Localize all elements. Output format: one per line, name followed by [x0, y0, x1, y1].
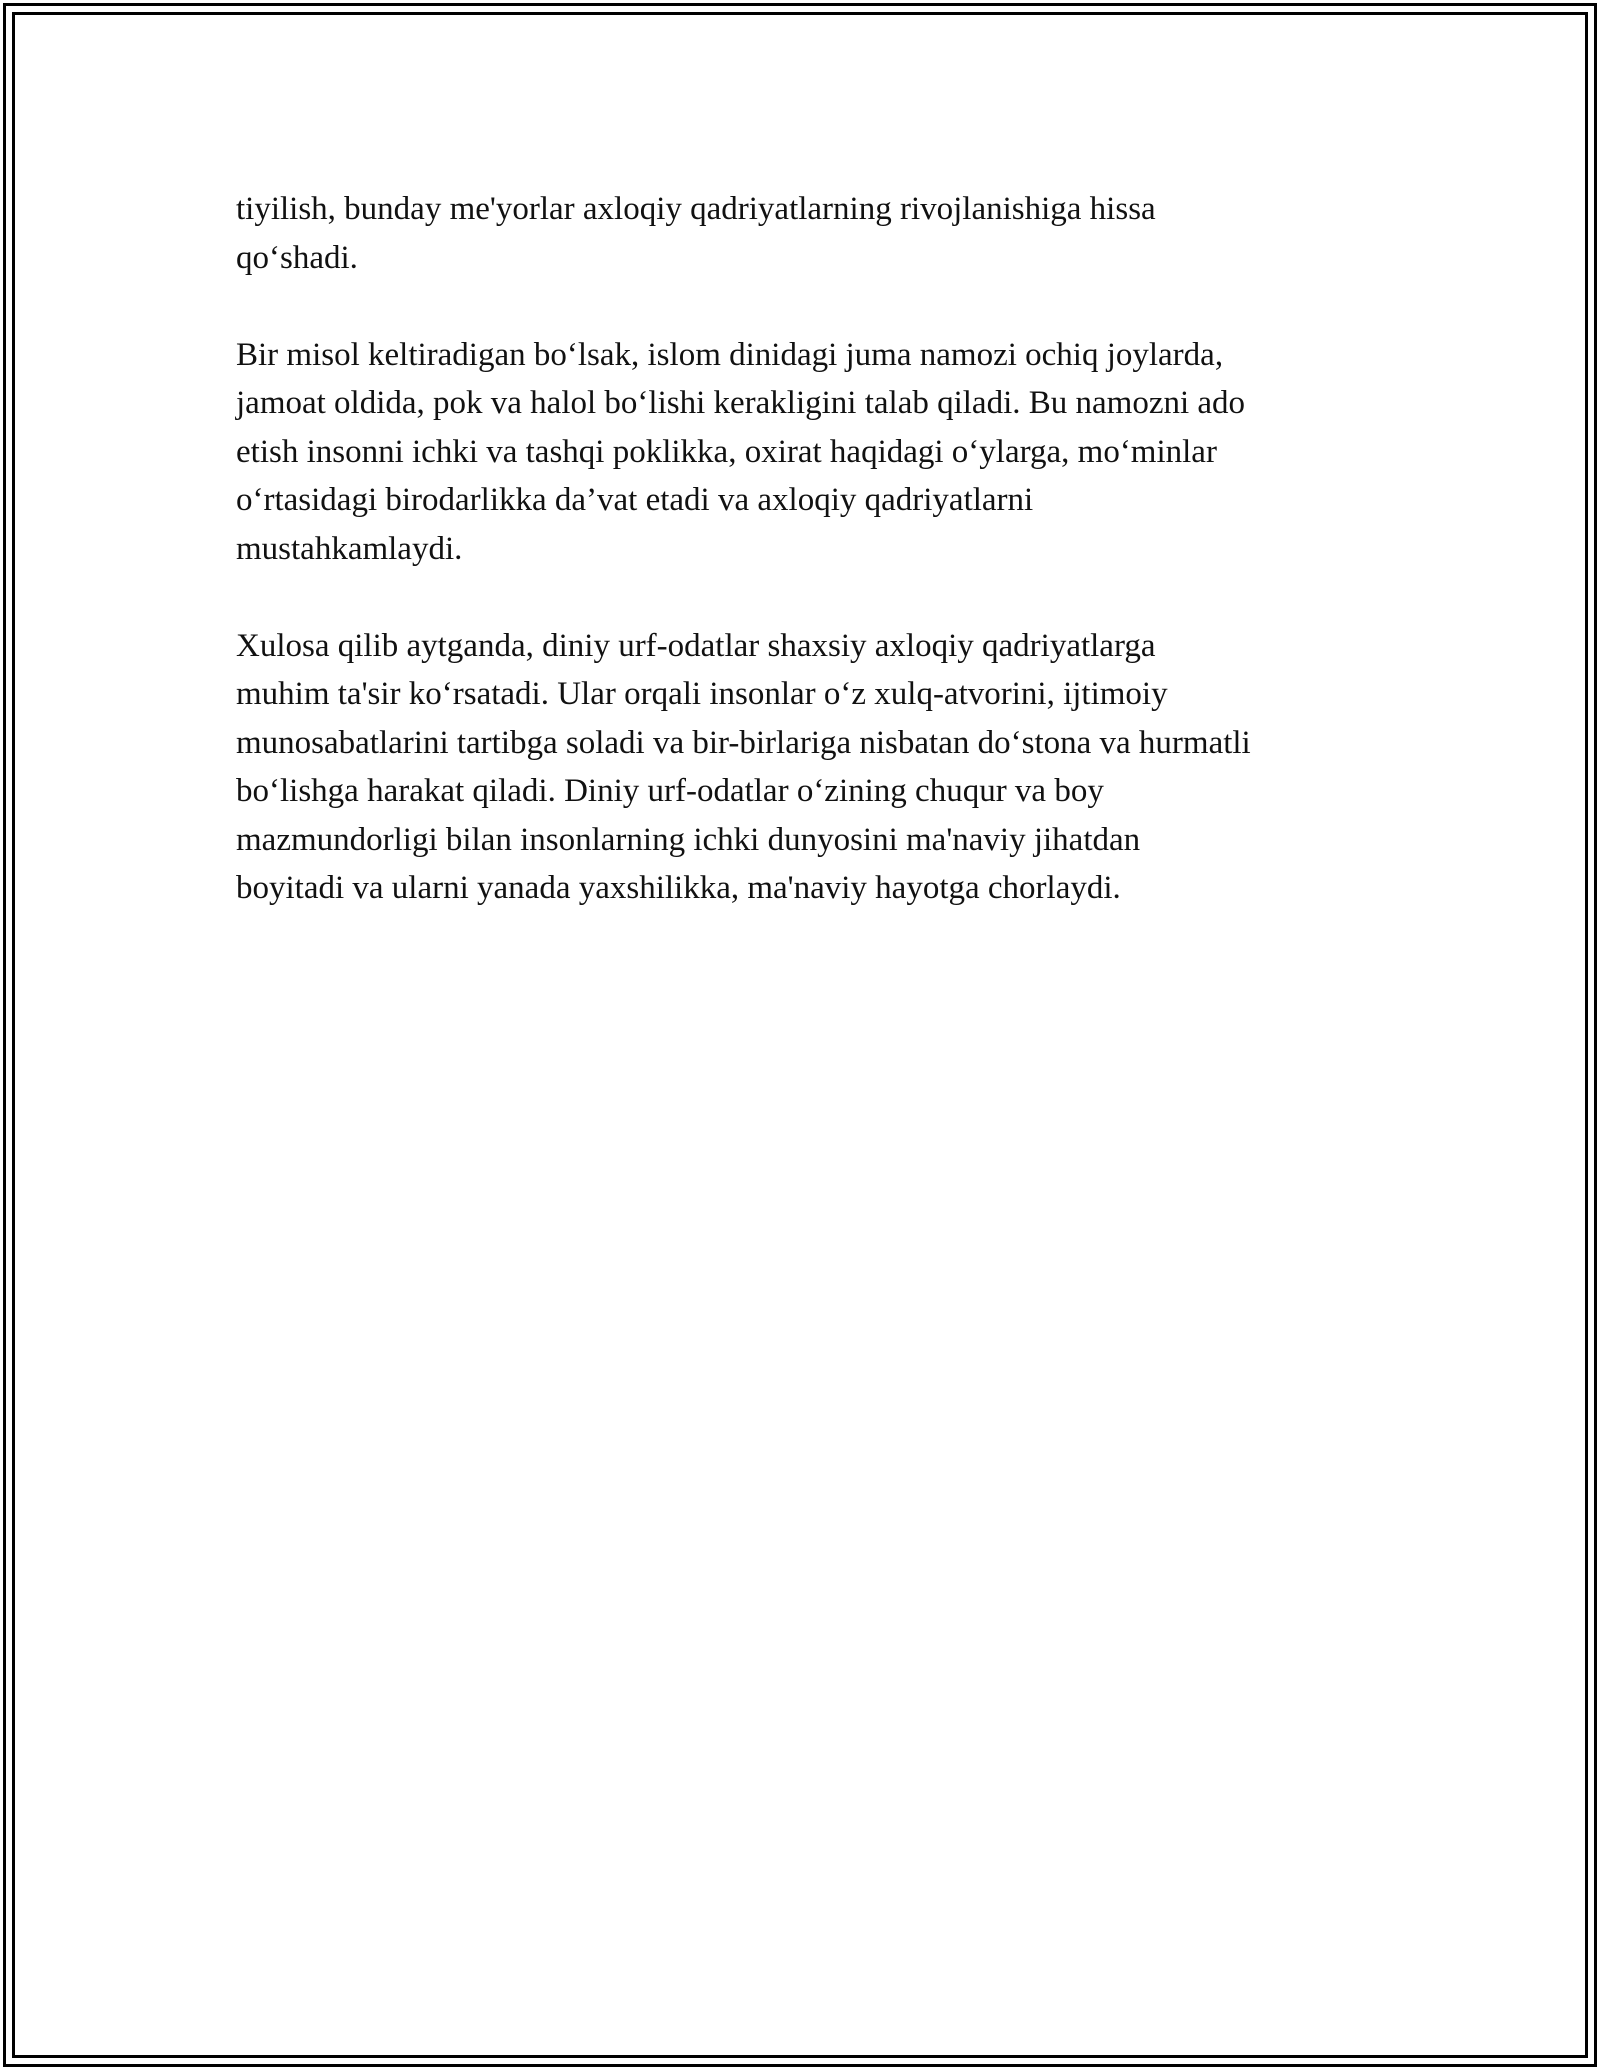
text-line: tiyilish, bunday me'yorlar axloqiy qadriyatlarning rivojlanishiga hissa: [236, 191, 1156, 227]
text-line: munosabatlarini tartibga soladi va bir-birlariga nisbatan do‘stona va hurmatli: [236, 724, 1251, 761]
paragraph-1: [236, 185, 1386, 282]
text-line: muhim ta'sir ko‘rsatadi. Ular orqali insonlar o‘z xulq-atvorini, ijtimoiy: [236, 676, 1168, 712]
text-line: bo‘lishga harakat qiladi. Diniy urf-odatlar o‘zining chuqur va boy: [236, 773, 1104, 809]
text-line: o‘rtasidagi birodarlikka da’vat etadi va axloqiy qadriyatlarni: [236, 482, 1034, 518]
text-line: mustahkamlaydi.: [236, 530, 463, 567]
text-line: etish insonni ichki va tashqi poklikka, oxirat haqidagi o‘ylarga, mo‘minlar: [236, 433, 1217, 470]
text-line: qo‘shadi.: [236, 239, 358, 276]
text-line: boyitadi va ularni yanada yaxshilikka, ma'naviy hayotga chorlaydi.: [236, 870, 1121, 906]
document-body: [236, 185, 1386, 961]
paragraph-3: [236, 622, 1386, 913]
text-line: Xulosa qilib aytganda, diniy urf-odatlar shaxsiy axloqiy qadriyatlarga: [236, 627, 1156, 664]
text-line: jamoat oldida, pok va halol bo‘lishi kerakligini talab qiladi. Bu namozni ado: [236, 385, 1246, 421]
text-line: Bir misol keltiradigan bo‘lsak, islom dinidagi juma namozi ochiq joylarda,: [236, 336, 1224, 373]
paragraph-2: [236, 331, 1386, 574]
text-line: mazmundorligi bilan insonlarning ichki dunyosini ma'naviy jihatdan: [236, 821, 1141, 858]
